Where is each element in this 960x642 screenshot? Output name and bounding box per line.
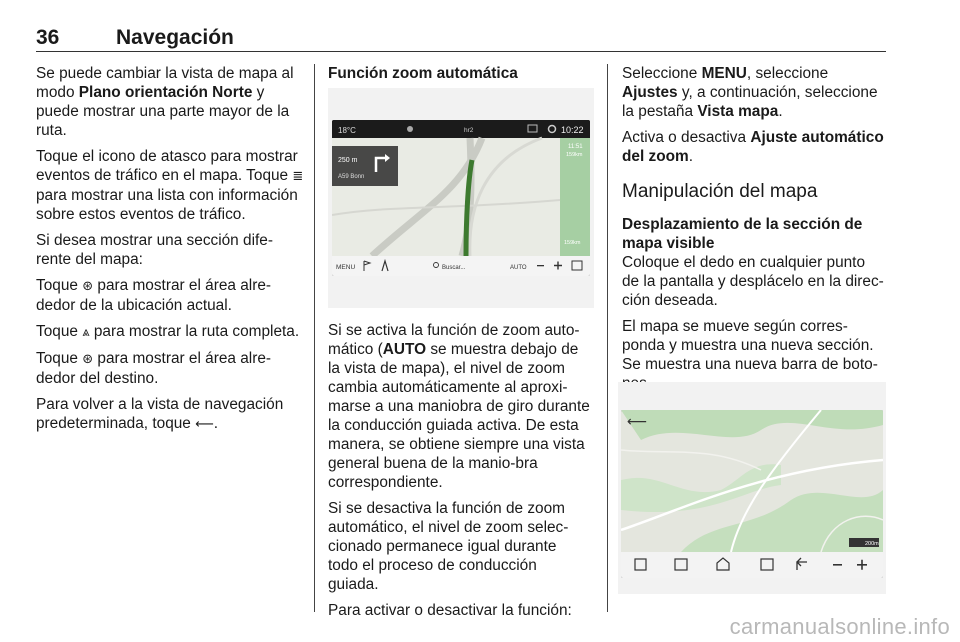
auto-zoom-screenshot — [328, 88, 594, 308]
paragraph: Coloque el dedo en cualquier punto de la pantalla y desplácelo en la direc-ción deseada. — [622, 254, 884, 309]
list-icon: ≣ — [292, 169, 304, 184]
destination-icon: ⊛ — [82, 352, 94, 367]
paragraph: Si desea mostrar una sección dife-rente del mapa: — [36, 232, 273, 268]
location-icon — [407, 126, 413, 132]
paragraph: Si se desactiva la función de zoom automático, el nivel de zoom selec-cionado permanece igual durante todo el proceso de conducción guiada. — [328, 500, 569, 593]
map-scroll-screenshot — [618, 382, 886, 594]
temperature: 18°C — [338, 126, 356, 135]
zoom-out-icon[interactable] — [833, 564, 842, 566]
column-2-text — [328, 321, 590, 627]
menu-button[interactable]: MENU — [336, 264, 356, 271]
search-field[interactable]: Buscar... — [442, 265, 466, 271]
column-3 — [622, 64, 886, 400]
map-scale: 200m — [865, 541, 879, 547]
maneuver-panel — [332, 146, 398, 186]
scale-distance: 159km — [564, 240, 581, 246]
section-title: Manipulación del mapa — [622, 181, 818, 202]
turn-distance: 250 m — [338, 157, 358, 164]
status-center: hr2 — [464, 127, 474, 134]
paragraph: Para volver a la vista de navegación predeterminada, toque ⟵. — [36, 396, 284, 432]
map-view — [332, 120, 590, 276]
column-1 — [36, 64, 304, 441]
section-heading: Función zoom automática — [328, 65, 518, 82]
nav-screen — [332, 120, 590, 276]
scrolled-map-view — [621, 410, 883, 578]
paragraph: Toque ⊛ para mostrar el área alre-dedor del destino. — [36, 350, 272, 387]
road-name: A59 Bonn — [338, 174, 365, 180]
map-screen — [621, 410, 883, 578]
paragraph: Toque ⩓ para mostrar la ruta completa. — [36, 323, 300, 340]
chapter-title: Navegación — [116, 26, 234, 49]
paragraph: Toque el icono de atasco para mostrar eventos de tráfico en el mapa. Toque ≣ para mostrar una lista con información sobre estos eventos de tráfico. — [36, 148, 304, 223]
paragraph: Activa o desactiva Ajuste automático del zoom. — [622, 129, 884, 165]
page-header — [36, 26, 886, 52]
route-icon: ⩓ — [82, 325, 90, 340]
paragraph: Si se activa la función de zoom auto-mático (AUTO se muestra debajo de la vista de mapa), el nivel de zoom cambia automáticamente al aproxi-marse a una maniobra de giro durante la conducción guiada activa. De esta manera, se obtiene siempre una vista general buena de la manio-bra correspondiente. — [328, 322, 590, 491]
watermark: carmanualsonline.info — [729, 614, 950, 639]
paragraph: El mapa se mueve según corres-ponda y muestra una nueva sección. Se muestra una nueva barra de boto- — [622, 318, 878, 373]
subheading: Desplazamiento de la sección de mapa visible — [622, 216, 863, 252]
clock: 10:22 — [561, 125, 584, 135]
zoom-out-icon[interactable] — [537, 265, 544, 266]
auto-zoom-button[interactable]: AUTO — [510, 265, 527, 271]
page-number: 36 — [36, 26, 60, 49]
eta-time: 11:51 — [568, 144, 583, 150]
paragraph: Toque ⊛ para mostrar el área alre-dedor de la ubicación actual. — [36, 277, 272, 314]
back-arrow-icon[interactable]: ⟵ — [627, 414, 648, 430]
back-arrow-icon: ⟵ — [195, 417, 214, 432]
current-location-icon: ⊛ — [82, 279, 94, 294]
eta-distance: 159km — [566, 152, 583, 158]
column-divider — [314, 64, 315, 612]
column-divider — [607, 64, 608, 612]
paragraph: Se puede cambiar la vista de mapa al modo Plano orientación Norte y puede mostrar una parte mayor de la ruta. — [36, 65, 294, 139]
column-2 — [328, 64, 590, 90]
paragraph: Para activar o desactivar la función: — [328, 602, 572, 619]
paragraph: Seleccione MENU, seleccione Ajustes y, a continuación, seleccione la pestaña Vista mapa. — [622, 65, 878, 120]
